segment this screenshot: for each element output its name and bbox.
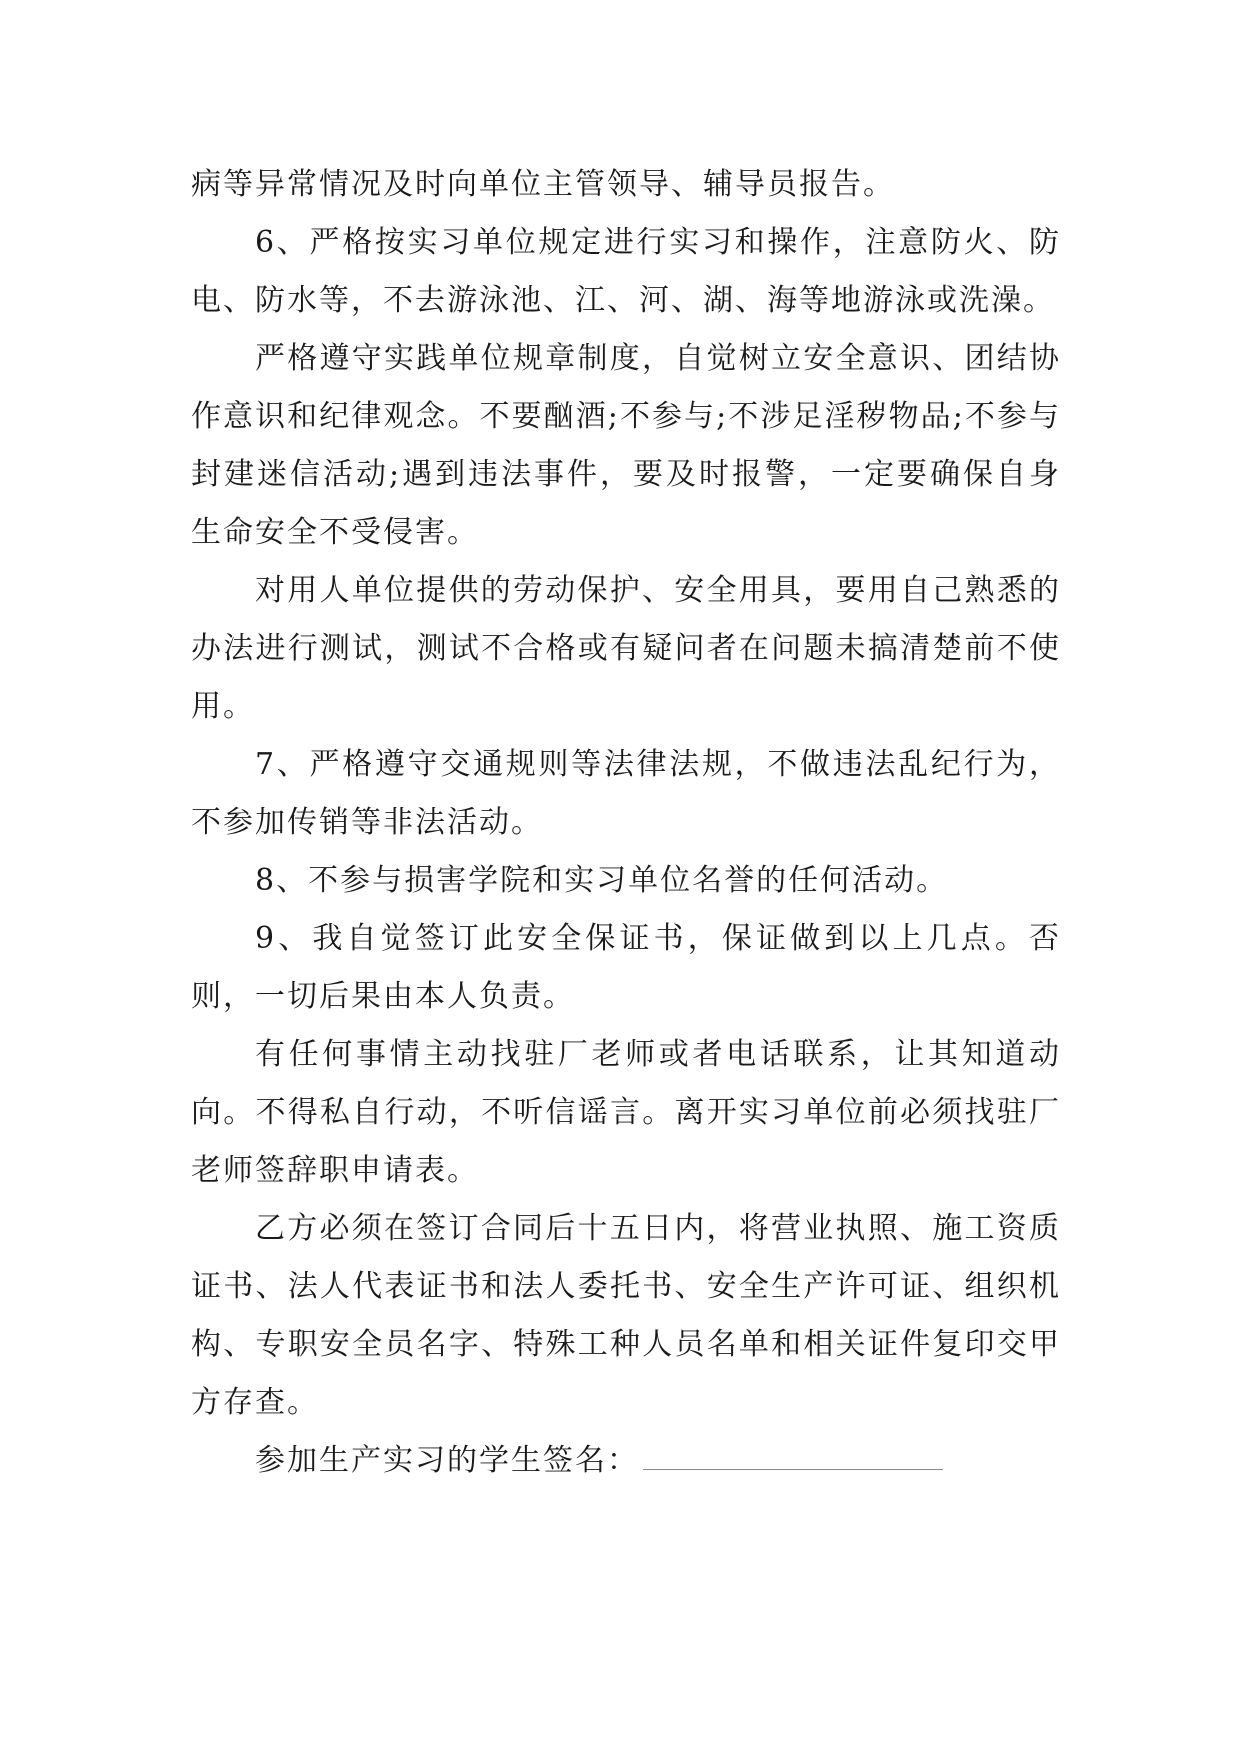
paragraph-item-6: 6、严格按实习单位规定进行实习和操作，注意防火、防电、防水等，不去游泳池、江、河、湖、海等地游泳或洗澡。 (191, 225, 1061, 318)
paragraph-rules: 严格遵守实践单位规章制度，自觉树立安全意识、团结协作意识和纪律观念。不要酗酒;不参与;不涉足淫秽物品;不参与封建迷信活动;遇到违法事件，要及时报警，一定要确保自身生命安全不受侵害。 (191, 341, 1061, 550)
paragraph-item-7: 7、严格遵守交通规则等法律法规，不做违法乱纪行为，不参加传销等非法活动。 (191, 747, 1061, 840)
paragraph-item-8: 8、不参与损害学院和实习单位名誉的任何活动。 (255, 863, 949, 898)
paragraph-protective-equipment: 对用人单位提供的劳动保护、安全用具，要用自己熟悉的办法进行测试，测试不合格或有疑问者在问题未搞清楚前不使用。 (191, 573, 1061, 724)
paragraph-party-b: 乙方必须在签订合同后十五日内，将营业执照、施工资质证书、法人代表证书和法人委托书、安全生产许可证、组织机构、专职安全员名字、特殊工种人员名单和相关证件复印交甲方存查。 (191, 1211, 1061, 1420)
paragraph-continuation: 病等异常情况及时向单位主管领导、辅导员报告。 (191, 167, 895, 202)
document-body (191, 156, 1061, 1490)
signature-line (191, 1432, 1061, 1490)
signature-blank[interactable] (643, 1445, 943, 1470)
signature-label: 参加生产实习的学生签名： (255, 1443, 639, 1478)
paragraph-contact: 有任何事情主动找驻厂老师或者电话联系，让其知道动向。不得私自行动，不听信谣言。离开实习单位前必须找驻厂老师签辞职申请表。 (191, 1037, 1061, 1188)
paragraph-item-9: 9、我自觉签订此安全保证书，保证做到以上几点。否则，一切后果由本人负责。 (191, 921, 1061, 1014)
